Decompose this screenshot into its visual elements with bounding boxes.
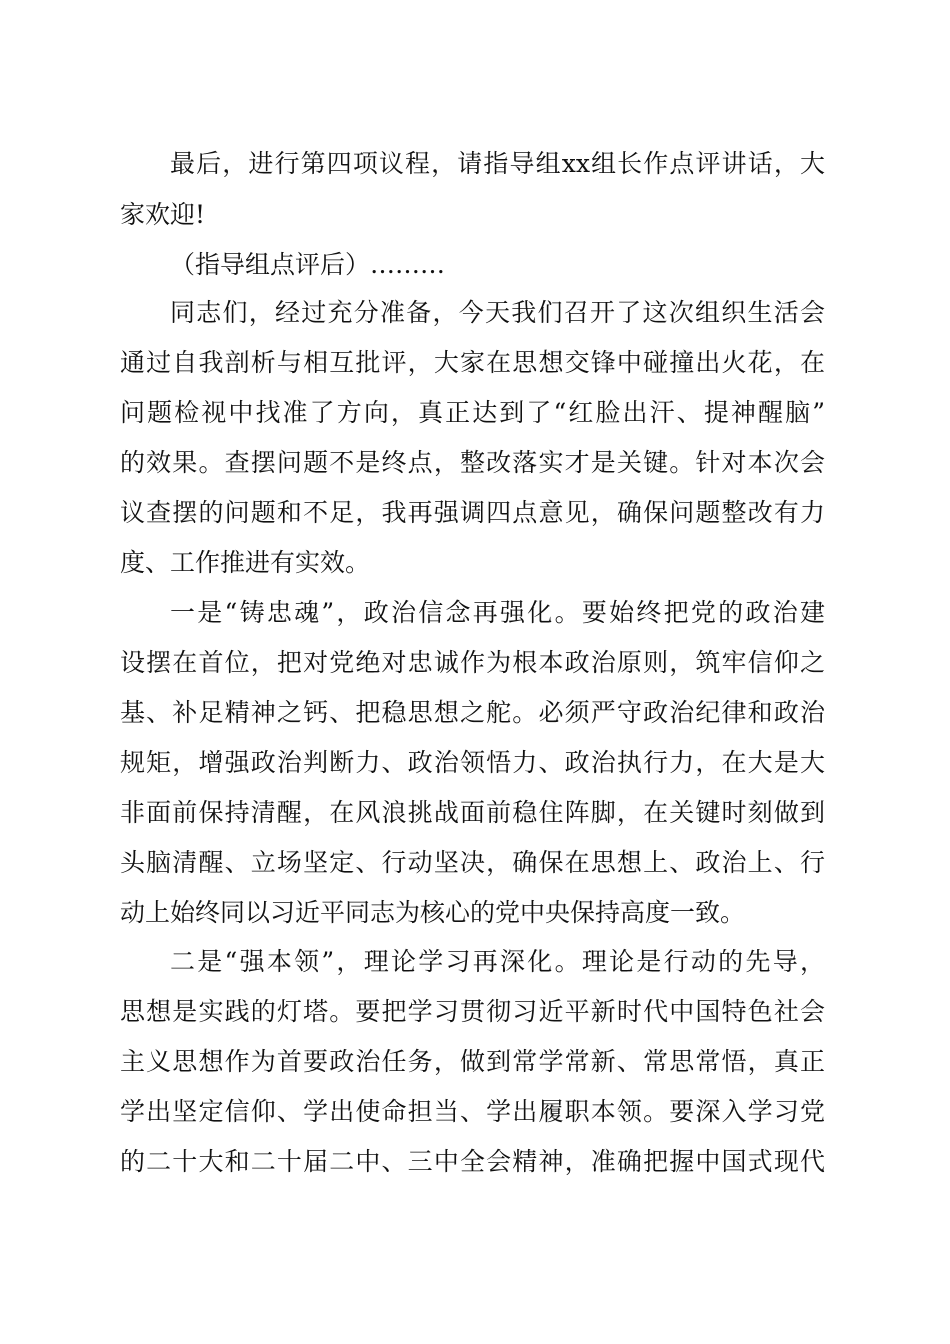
text-line: 思想是实践的灯塔。要把学习贯彻习近平新时代中国特色社会 <box>120 997 825 1026</box>
text-line: 家欢迎! <box>120 200 206 229</box>
text-line: 主义思想作为首要政治任务，做到常学常新、常思常悟，真正 <box>120 1047 825 1076</box>
text-line: 同志们，经过充分准备，今天我们召开了这次组织生活会 <box>170 298 825 327</box>
text-line: 一是“铸忠魂”，政治信念再强化。要始终把党的政治建 <box>170 598 825 627</box>
text-line: 规矩，增强政治判断力、政治领悟力、政治执行力，在大是大 <box>120 748 825 777</box>
text-line-note: （指导组点评后）……… <box>170 250 446 279</box>
text-line: 度、工作推进有实效。 <box>120 548 371 577</box>
text-line: 非面前保持清醒，在风浪挑战面前稳住阵脚，在关键时刻做到 <box>120 798 825 827</box>
text-line: 议查摆的问题和不足，我再强调四点意见，确保问题整改有力 <box>120 498 825 527</box>
text-line: 学出坚定信仰、学出使命担当、学出履职本领。要深入学习党 <box>120 1097 825 1126</box>
text-line: 二是“强本领”，理论学习再深化。理论是行动的先导， <box>170 947 825 976</box>
text-line: 设摆在首位，把对党绝对忠诚作为根本政治原则，筑牢信仰之 <box>120 648 825 677</box>
text-line: 问题检视中找准了方向，真正达到了“红脸出汗、提神醒脑” <box>120 398 825 427</box>
text-line: 动上始终同以习近平同志为核心的党中央保持高度一致。 <box>120 898 746 927</box>
text-line: 最后，进行第四项议程，请指导组xx组长作点评讲话，大 <box>170 149 825 178</box>
text-line: 的二十大和二十届二中、三中全会精神，准确把握中国式现代 <box>120 1147 825 1176</box>
text-line: 的效果。查摆问题不是终点，整改落实才是关键。针对本次会 <box>120 448 825 477</box>
text-line: 基、补足精神之钙、把稳思想之舵。必须严守政治纪律和政治 <box>120 698 825 727</box>
text-line: 头脑清醒、立场坚定、行动坚决，确保在思想上、政治上、行 <box>120 848 825 877</box>
text-line: 通过自我剖析与相互批评，大家在思想交锋中碰撞出火花，在 <box>120 348 825 377</box>
